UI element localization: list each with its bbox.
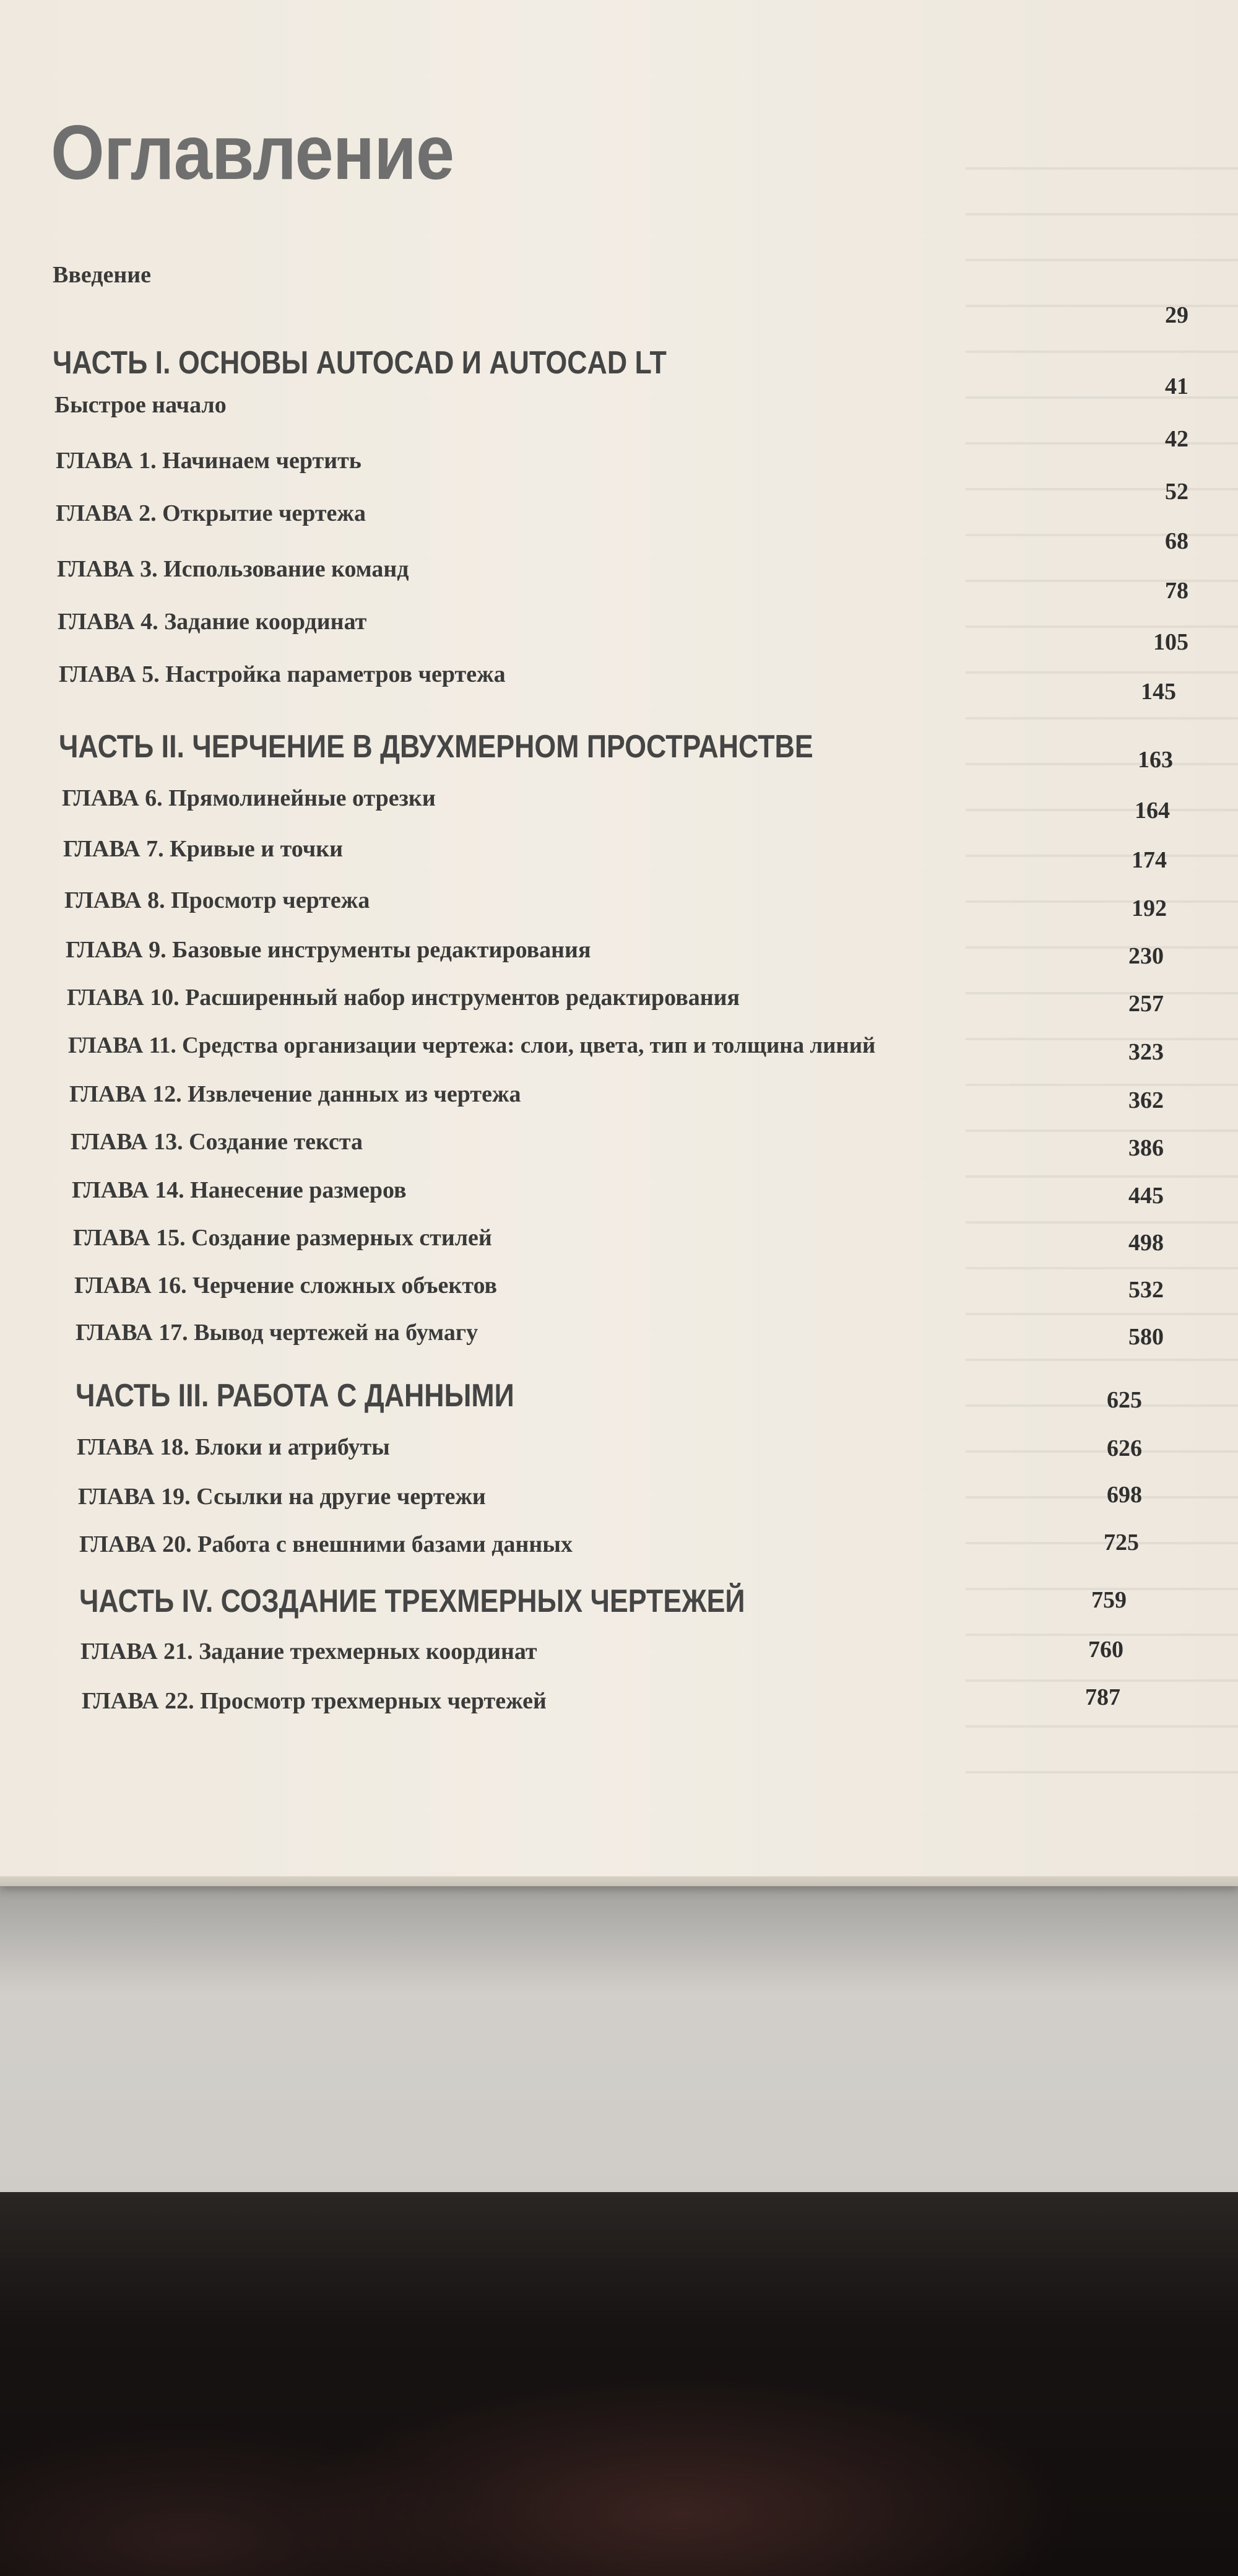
toc-entry-page: 42: [1165, 426, 1188, 452]
page-shadow: [0, 1882, 1238, 1994]
toc-entry-label: Введение: [53, 262, 151, 288]
toc-entry-label: ГЛАВА 19. Ссылки на другие чертежи: [78, 1484, 486, 1510]
toc-part-label: ЧАСТЬ I. ОСНОВЫ AUTOCAD И AUTOCAD LT: [53, 345, 667, 381]
toc-entry-label: ГЛАВА 17. Вывод чертежей на бумагу: [76, 1320, 478, 1346]
dark-fabric: [0, 2192, 1238, 2576]
toc-entry-page: 759: [1091, 1587, 1127, 1613]
toc-entry-label: ГЛАВА 3. Использование команд: [57, 556, 409, 582]
toc-entry-label: ГЛАВА 21. Задание трехмерных координат: [80, 1638, 537, 1664]
toc-entry-label: ГЛАВА 18. Блоки и атрибуты: [77, 1434, 390, 1460]
toc-part-label: ЧАСТЬ IV. СОЗДАНИЕ ТРЕХМЕРНЫХ ЧЕРТЕЖЕЙ: [79, 1583, 745, 1619]
toc-entry-page: 698: [1107, 1482, 1142, 1508]
toc-entry-label: ГЛАВА 14. Нанесение размеров: [72, 1177, 407, 1203]
toc-entry-label: ГЛАВА 15. Создание размерных стилей: [73, 1225, 492, 1251]
toc-entry-page: 192: [1132, 895, 1167, 921]
toc-entry-label: ГЛАВА 20. Работа с внешними базами данных: [79, 1531, 573, 1557]
toc-entry-page: 625: [1107, 1387, 1142, 1413]
toc-entry-label: ГЛАВА 6. Прямолинейные отрезки: [62, 785, 436, 811]
toc-part-label: ЧАСТЬ III. РАБОТА С ДАННЫМИ: [76, 1378, 514, 1414]
toc-entry-page: 725: [1104, 1530, 1139, 1556]
toc-entry-page: 68: [1165, 528, 1188, 554]
toc-entry-page: 498: [1128, 1230, 1164, 1256]
toc-entry-page: 78: [1165, 578, 1188, 604]
toc-entry-page: 105: [1153, 629, 1188, 655]
toc-entry-label: ГЛАВА 7. Кривые и точки: [63, 836, 344, 862]
toc-entry-page: 386: [1128, 1135, 1164, 1161]
toc-entry-label: ГЛАВА 5. Настройка параметров чертежа: [59, 661, 506, 687]
toc-entry-page: 41: [1165, 373, 1188, 399]
toc-entry-label: ГЛАВА 10. Расширенный набор инструментов редактирования: [67, 985, 740, 1011]
toc-entry-page: 257: [1128, 991, 1164, 1017]
toc-entry-page: 174: [1132, 847, 1167, 873]
toc-entry-label: ГЛАВА 11. Средства организации чертежа: слои, цвета, тип и толщина линий: [68, 1033, 876, 1058]
toc-entry-page: 532: [1128, 1277, 1164, 1303]
toc-entry-page: 164: [1135, 798, 1170, 824]
toc-entry-label: ГЛАВА 13. Создание текста: [71, 1129, 363, 1155]
toc-entry-page: 145: [1141, 679, 1176, 705]
toc-entry-page: 445: [1128, 1183, 1164, 1209]
toc-entry-label: ГЛАВА 12. Извлечение данных из чертежа: [69, 1081, 521, 1107]
page-bottom-edge: [0, 1876, 1238, 1886]
toc-entry-label: Быстрое начало: [54, 392, 227, 418]
toc-entry-page: 29: [1165, 302, 1188, 328]
toc-entry-label: ГЛАВА 9. Базовые инструменты редактирования: [66, 937, 591, 963]
toc-entry-page: 580: [1128, 1324, 1164, 1350]
toc-entry-page: 760: [1088, 1637, 1123, 1663]
toc-entry-page: 163: [1138, 747, 1173, 773]
toc-part-label: ЧАСТЬ II. ЧЕРЧЕНИЕ В ДВУХМЕРНОМ ПРОСТРАНСТВЕ: [59, 729, 813, 765]
toc-entry-page: 362: [1128, 1087, 1164, 1113]
toc-entry-label: ГЛАВА 8. Просмотр чертежа: [64, 887, 370, 913]
toc-entry-label: ГЛАВА 4. Задание координат: [58, 609, 367, 635]
toc-entry-label: ГЛАВА 2. Открытие чертежа: [56, 500, 366, 526]
toc-entry-page: 323: [1128, 1039, 1164, 1065]
toc-entry-page: 230: [1128, 943, 1164, 969]
toc-entry-label: ГЛАВА 16. Черчение сложных объектов: [74, 1273, 498, 1299]
toc-entry-page: 787: [1085, 1684, 1120, 1710]
toc-entry-label: ГЛАВА 1. Начинаем чертить: [56, 448, 361, 474]
toc-entry-label: ГЛАВА 22. Просмотр трехмерных чертежей: [82, 1688, 547, 1714]
toc-entry-page: 626: [1107, 1435, 1142, 1461]
toc-entry-page: 52: [1165, 479, 1188, 505]
page-title: Оглавление: [51, 110, 454, 196]
